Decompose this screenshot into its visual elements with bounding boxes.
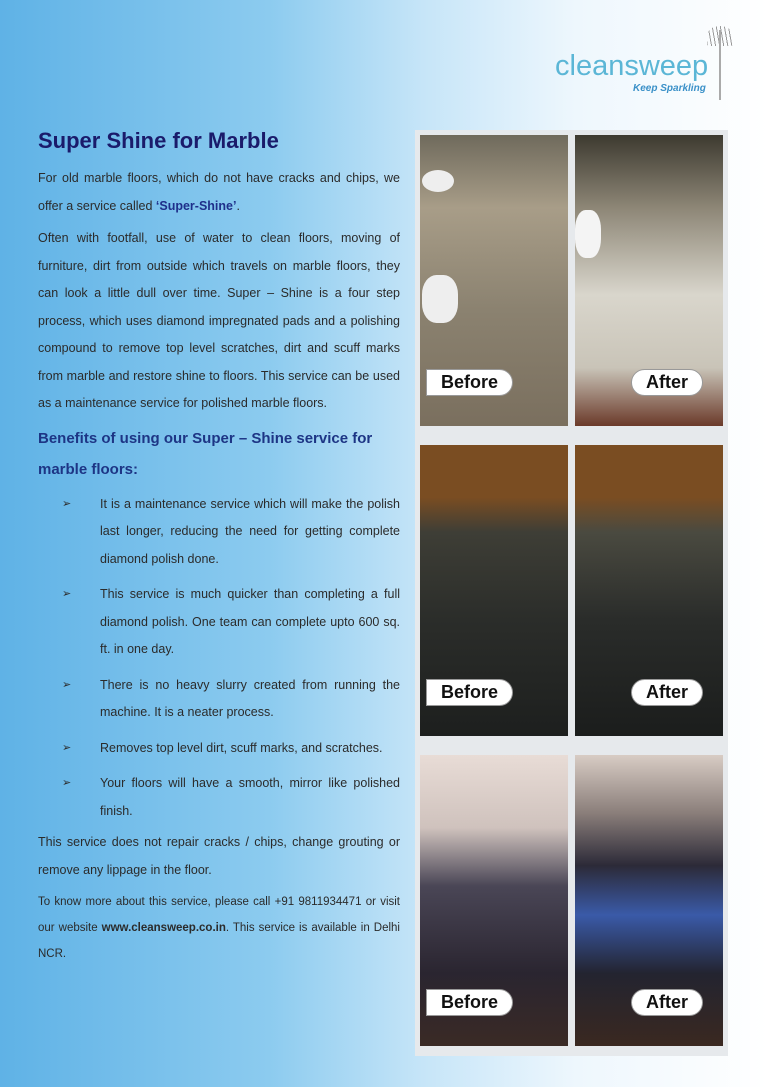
before-label: Before xyxy=(426,369,513,396)
logo-wordmark: cleansweep xyxy=(555,50,709,82)
after-photo-1 xyxy=(575,135,723,426)
intro-text: For old marble floors, which do not have cracks and chips, we offer a service called xyxy=(38,171,400,213)
intro-paragraph xyxy=(38,165,400,220)
arrow-bullet-icon: ➢ xyxy=(62,777,72,789)
logo-tagline: Keep Sparkling xyxy=(633,83,706,94)
after-label: After xyxy=(631,369,703,396)
contact-text: To know more about this service, please call +91 9811934471 or visit our website xyxy=(38,896,400,934)
text-column xyxy=(38,127,400,972)
arrow-bullet-icon: ➢ xyxy=(62,588,72,600)
website-link[interactable]: www.cleansweep.co.in xyxy=(101,922,226,934)
before-photo-1 xyxy=(420,135,568,426)
before-photo-3 xyxy=(420,755,568,1046)
description-paragraph: Often with footfall, use of water to clean floors, moving of furniture, dirt from outside which travels on marble floors, they can look a little dull over time. Super – Shine is a four step process, which uses diamond impregnated pads and a polishing compound to remove top level scratches, dirt and scuff marks from marble and restore shine to floors. This service can be used as a maintenance service for polished marble floors. xyxy=(38,231,400,410)
after-label: After xyxy=(631,679,703,706)
benefit-text: There is no heavy slurry created from running the machine. It is a neater process. xyxy=(100,677,400,719)
benefits-list xyxy=(62,491,400,826)
arrow-bullet-icon: ➢ xyxy=(62,497,72,510)
benefit-text: Your floors will have a smooth, mirror like polished finish. xyxy=(100,776,400,818)
before-after-gallery xyxy=(415,130,728,1056)
benefits-heading: Benefits of using our Super – Shine service for marble floors: xyxy=(38,429,373,478)
arrow-bullet-icon: ➢ xyxy=(62,678,72,691)
before-label: Before xyxy=(426,989,513,1016)
after-photo-2 xyxy=(575,445,723,736)
after-label: After xyxy=(631,989,703,1016)
benefit-text: It is a maintenance service which will make the polish last longer, reducing the need for getting complete diamond polish done. xyxy=(100,496,400,566)
after-photo-3 xyxy=(575,755,723,1046)
list-item xyxy=(62,491,400,574)
before-label: Before xyxy=(426,679,513,706)
before-photo-2 xyxy=(420,445,568,736)
benefit-text: Removes top level dirt, scuff marks, and scratches. xyxy=(100,740,383,755)
benefit-text: This service is much quicker than completing a full diamond polish. One team can complete upto 600 sq. ft. in one day. xyxy=(100,587,400,656)
list-item xyxy=(62,735,400,763)
page-title: Super Shine for Marble xyxy=(38,128,279,153)
cleansweep-logo xyxy=(555,50,709,94)
list-item xyxy=(62,770,400,825)
contact-text-end: . This service is available in Delhi NCR. xyxy=(38,922,400,960)
disclaimer: This service does not repair cracks / chips, change grouting or remove any lippage in the floor. xyxy=(38,835,400,877)
contact-info xyxy=(38,889,400,967)
list-item xyxy=(62,581,400,664)
broom-handle xyxy=(719,30,721,100)
arrow-bullet-icon: ➢ xyxy=(62,741,72,754)
intro-text-end: . xyxy=(236,198,240,213)
service-name: ‘Super-Shine’ xyxy=(155,198,237,213)
list-item xyxy=(62,672,400,727)
